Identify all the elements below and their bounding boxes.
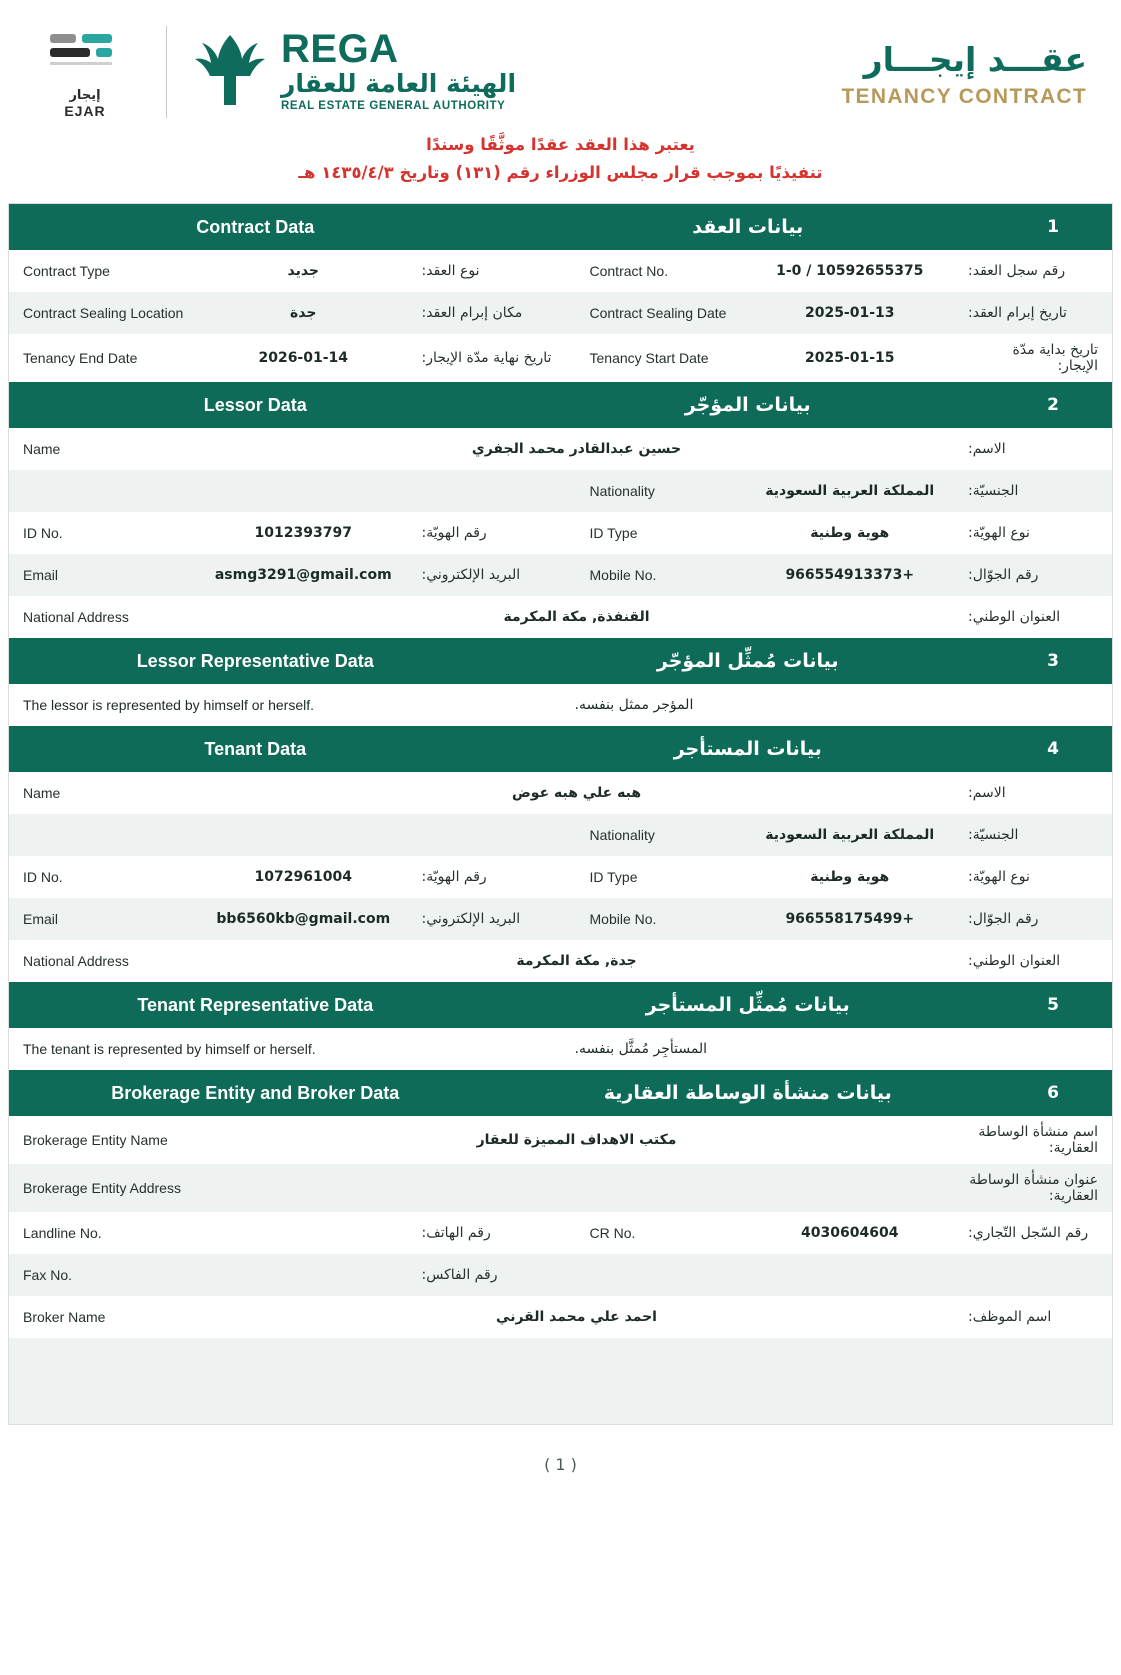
field-label-ar: اسم منشأة الوساطة العقارية: [978, 1124, 1098, 1157]
field-label-en-mid: Contract No. [589, 263, 669, 280]
field-label-ar-mid: رقم الهاتف: [421, 1225, 491, 1242]
page-title-ar: عقـــد إيجـــار [863, 40, 1087, 79]
table-row [9, 250, 1112, 292]
table-row [9, 1116, 1112, 1164]
section-number: 6 [1047, 1083, 1059, 1104]
field-label-ar-mid: البريد الإلكتروني: [421, 911, 521, 928]
field-label-ar-right: تاريخ إبرام العقد: [968, 305, 1067, 322]
section-header [9, 382, 1112, 428]
field-value-right: +966558175499 [785, 911, 915, 928]
field-value: جدة, مكة المكرمة [516, 953, 637, 970]
field-label-ar: الاسم: [968, 441, 1006, 458]
section-title-en: Lessor Data [203, 394, 307, 415]
section-title-ar: بيانات المستأجر [673, 738, 822, 761]
field-label-en-left: Email [23, 911, 59, 928]
section-header [9, 638, 1112, 684]
table-row [9, 1212, 1112, 1254]
field-value-right: المملكة العربية السعودية [765, 483, 935, 500]
field-value-left: جديد [287, 263, 320, 280]
field-label-en: Name [23, 441, 61, 458]
table-row [9, 470, 1112, 512]
field-label-ar-mid: تاريخ نهاية مدّة الإيجار: [421, 350, 552, 367]
field-value-left: 1072961004 [254, 869, 352, 886]
section-title-en: Brokerage Entity and Broker Data [111, 1082, 400, 1103]
section-header [9, 726, 1112, 772]
field-value: مكتب الاهداف المميزة للعقار [476, 1132, 677, 1149]
field-label-en: Brokerage Entity Name [23, 1132, 168, 1149]
representation-note-en: The lessor is represented by himself or herself. [23, 697, 315, 714]
document-title [841, 22, 1091, 109]
section-title-ar: بيانات منشأة الوساطة العقارية [603, 1082, 892, 1105]
section-title-en: Lessor Representative Data [136, 650, 374, 671]
field-value: احمد علي محمد القرني [496, 1309, 657, 1326]
field-value-right [746, 1254, 955, 1296]
section-title-ar: بيانات المؤجّر [684, 394, 811, 417]
field-value-left: 2026-01-14 [258, 350, 349, 367]
field-value: القنفذة, مكة المكرمة [503, 609, 650, 626]
table-row [9, 684, 1112, 726]
field-value-right: +966554913373 [785, 567, 915, 584]
legal-note [0, 125, 1121, 203]
rega-logo [193, 22, 516, 112]
section-title-ar: بيانات مُمثِّل المؤجّر [656, 650, 839, 673]
field-label-ar: العنوان الوطني: [968, 953, 1061, 970]
field-label-ar-mid: رقم الفاكس: [421, 1267, 498, 1284]
field-label-en-mid: Mobile No. [589, 567, 657, 584]
document-header [0, 0, 1121, 125]
field-label-ar-mid [408, 470, 576, 512]
field-label-ar-right [954, 1254, 1112, 1296]
field-label-ar: اسم الموظف: [968, 1309, 1052, 1326]
field-value-right: هوية وطنية [810, 869, 890, 886]
legal-note-line-1: يعتبر هذا العقد عقدًا موثَّقًا وسندًا [426, 135, 695, 154]
field-label-ar-mid: البريد الإلكتروني: [421, 567, 521, 584]
table-row [9, 292, 1112, 334]
representation-note-en: The tenant is represented by himself or herself. [23, 1041, 316, 1058]
section-header [9, 204, 1112, 250]
section-title-en: Tenant Data [204, 738, 307, 759]
table-row [9, 898, 1112, 940]
field-label-ar-mid: نوع العقد: [421, 263, 480, 280]
field-value: هبه علي هبه عوض [511, 785, 642, 802]
field-value-left: جدة [290, 305, 317, 322]
rega-palm-icon [193, 31, 267, 109]
field-label-ar-right: رقم السّجل التّجاري: [968, 1225, 1089, 1242]
field-label-ar-mid: رقم الهويّة: [421, 525, 487, 542]
field-value-left [199, 1212, 408, 1254]
ejar-mark-svg [48, 28, 122, 86]
ejar-logo-icon [48, 28, 122, 86]
field-value-left: bb6560kb@gmail.com [216, 911, 391, 928]
section-title-en: Contract Data [196, 216, 315, 237]
field-label-ar: الاسم: [968, 785, 1006, 802]
section-title-ar: بيانات العقد [692, 216, 804, 239]
field-label-ar-mid: مكان إبرام العقد: [421, 305, 523, 322]
field-value-left [199, 1254, 408, 1296]
table-row [9, 512, 1112, 554]
field-label-en-left: Contract Sealing Location [23, 305, 184, 322]
field-label-ar-right: تاريخ بداية مدّة الإيجار: [1012, 342, 1098, 375]
field-label-ar-right: رقم الجوّال: [968, 567, 1039, 584]
field-label-en-mid: Mobile No. [589, 911, 657, 928]
page-title-en: TENANCY CONTRACT [841, 85, 1087, 108]
table-row [9, 428, 1112, 470]
section-title-en: Tenant Representative Data [137, 994, 374, 1015]
field-label-ar: عنوان منشأة الوساطة العقارية: [969, 1172, 1098, 1205]
section-header [9, 982, 1112, 1028]
field-value-left: asmg3291@gmail.com [214, 567, 392, 584]
ejar-logo [30, 22, 140, 119]
field-label-ar-mid: رقم الهويّة: [421, 869, 487, 886]
field-label-en-left: ID No. [23, 525, 63, 542]
contract-sections [8, 203, 1113, 1425]
field-label-en-mid: Nationality [589, 483, 655, 500]
field-label-ar-right: رقم سجل العقد: [968, 263, 1066, 280]
field-label-en-left: Landline No. [23, 1225, 102, 1242]
field-label-en-left: Fax No. [23, 1267, 73, 1284]
field-value-left [199, 470, 408, 512]
field-label-en-left [9, 814, 199, 856]
rega-text-block [281, 28, 516, 112]
field-label-en: Broker Name [23, 1309, 106, 1326]
field-label-ar-right: نوع الهويّة: [968, 525, 1030, 542]
field-label-en-mid: Contract Sealing Date [589, 305, 727, 322]
field-value-right: 2025-01-15 [804, 350, 895, 367]
field-value-right: المملكة العربية السعودية [765, 827, 935, 844]
field-value [199, 1164, 954, 1212]
table-row [9, 334, 1112, 382]
section-number: 5 [1047, 995, 1059, 1016]
table-row [9, 1164, 1112, 1212]
field-label-en-mid: ID Type [589, 869, 638, 886]
field-label-en-mid: ID Type [589, 525, 638, 542]
header-divider [166, 26, 167, 118]
field-label-en-mid: CR No. [589, 1225, 636, 1242]
field-label-ar-mid [408, 814, 576, 856]
field-label-en-mid: Tenancy Start Date [589, 350, 709, 367]
field-value: حسين عبدالقادر محمد الجفري [471, 441, 682, 458]
section-number: 2 [1047, 395, 1059, 416]
rega-subtitle-en: REAL ESTATE GENERAL AUTHORITY [281, 100, 506, 113]
page-footer: ( 1 ) [544, 1455, 577, 1475]
field-label-ar-right: رقم الجوّال: [968, 911, 1039, 928]
field-label-ar-right: نوع الهويّة: [968, 869, 1030, 886]
section-title-ar: بيانات مُمثِّل المستأجر [645, 994, 850, 1017]
legal-note-line-2: تنفيذيًا بموجب قرار مجلس الوزراء رقم (١٣١) وتاريخ ١٤٣٥/٤/٣ هـ [298, 163, 823, 183]
field-label-en-left [9, 470, 199, 512]
section-number: 3 [1047, 651, 1059, 672]
table-row [9, 1028, 1112, 1070]
field-label-en: National Address [23, 953, 129, 970]
empty-area [9, 1338, 1112, 1424]
table-row [9, 1254, 1112, 1296]
field-label-en-left: Contract Type [23, 263, 110, 280]
field-value-left: 1012393797 [254, 525, 352, 542]
rega-name-en: REGA [281, 27, 399, 71]
section-header [9, 1070, 1112, 1116]
field-value-right: 2025-01-13 [804, 305, 895, 322]
field-value-right: 4030604604 [801, 1225, 899, 1242]
field-label-en: National Address [23, 609, 129, 626]
representation-note-ar: المستأجِر مُمثَّل بنفسه. [574, 1041, 708, 1058]
section-number: 4 [1047, 739, 1059, 760]
table-row [9, 856, 1112, 898]
ejar-logo-label-ar: إيجار [69, 88, 101, 103]
table-row [9, 1296, 1112, 1338]
field-label-en-left: Email [23, 567, 59, 584]
field-label-ar-right: الجنسيّة: [968, 483, 1019, 500]
section-number: 1 [1047, 217, 1059, 238]
field-label-ar-right: الجنسيّة: [968, 827, 1019, 844]
table-row [9, 596, 1112, 638]
field-value-right: هوية وطنية [810, 525, 890, 542]
table-row [9, 814, 1112, 856]
table-row [9, 554, 1112, 596]
field-label-en: Brokerage Entity Address [23, 1180, 181, 1197]
field-label-en-left: Tenancy End Date [23, 350, 138, 367]
field-label-en-mid [576, 1254, 746, 1296]
ejar-logo-label-en: EJAR [64, 103, 106, 119]
table-row [9, 940, 1112, 982]
field-label-en-left: ID No. [23, 869, 63, 886]
field-label-ar: العنوان الوطني: [968, 609, 1061, 626]
field-value-left [199, 814, 408, 856]
field-value-right: 10592655375 / 1-0 [776, 263, 924, 280]
table-row [9, 772, 1112, 814]
field-label-en-mid: Nationality [589, 827, 655, 844]
field-label-en: Name [23, 785, 61, 802]
rega-name-ar: الهيئة العامة للعقار [281, 69, 517, 98]
representation-note-ar: المؤجر ممثل بنفسه. [574, 697, 694, 714]
